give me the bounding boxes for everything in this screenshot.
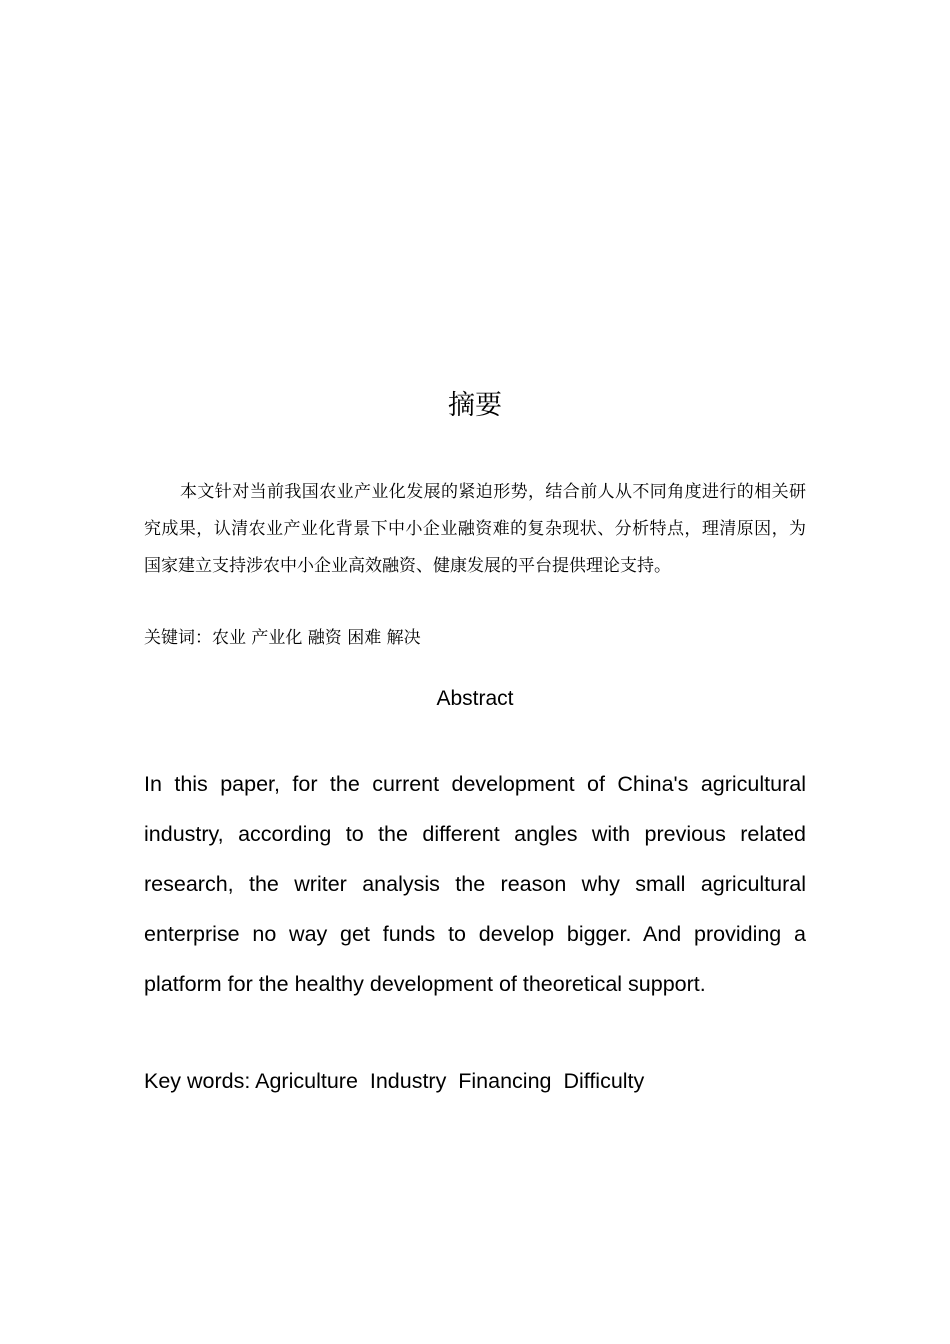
english-abstract-body: In this paper, for the current development of China's agricultural industry, according to the different angles with previous related research, the writer analysis the reason why small agricultural enterprise no way get funds to develop bigger. And providing a platform for the healthy development of theoretical support. [144,772,806,996]
chinese-abstract-body: 本文针对当前我国农业产业化发展的紧迫形势，结合前人从不同角度进行的相关研究成果，认清农业产业化背景下中小企业融资难的复杂现状、分析特点，理清原因，为国家建立支持涉农中小企业高效融资、健康发展的平台提供理论支持。 [144,482,806,576]
chinese-abstract-title: 摘要 [448,390,502,421]
chinese-keywords: 关键词：农业 产业化 融资 困难 解决 [144,628,421,648]
english-keywords: Key words: Agriculture Industry Financing Difficulty [144,1069,645,1093]
english-abstract-title: Abstract [436,687,514,710]
